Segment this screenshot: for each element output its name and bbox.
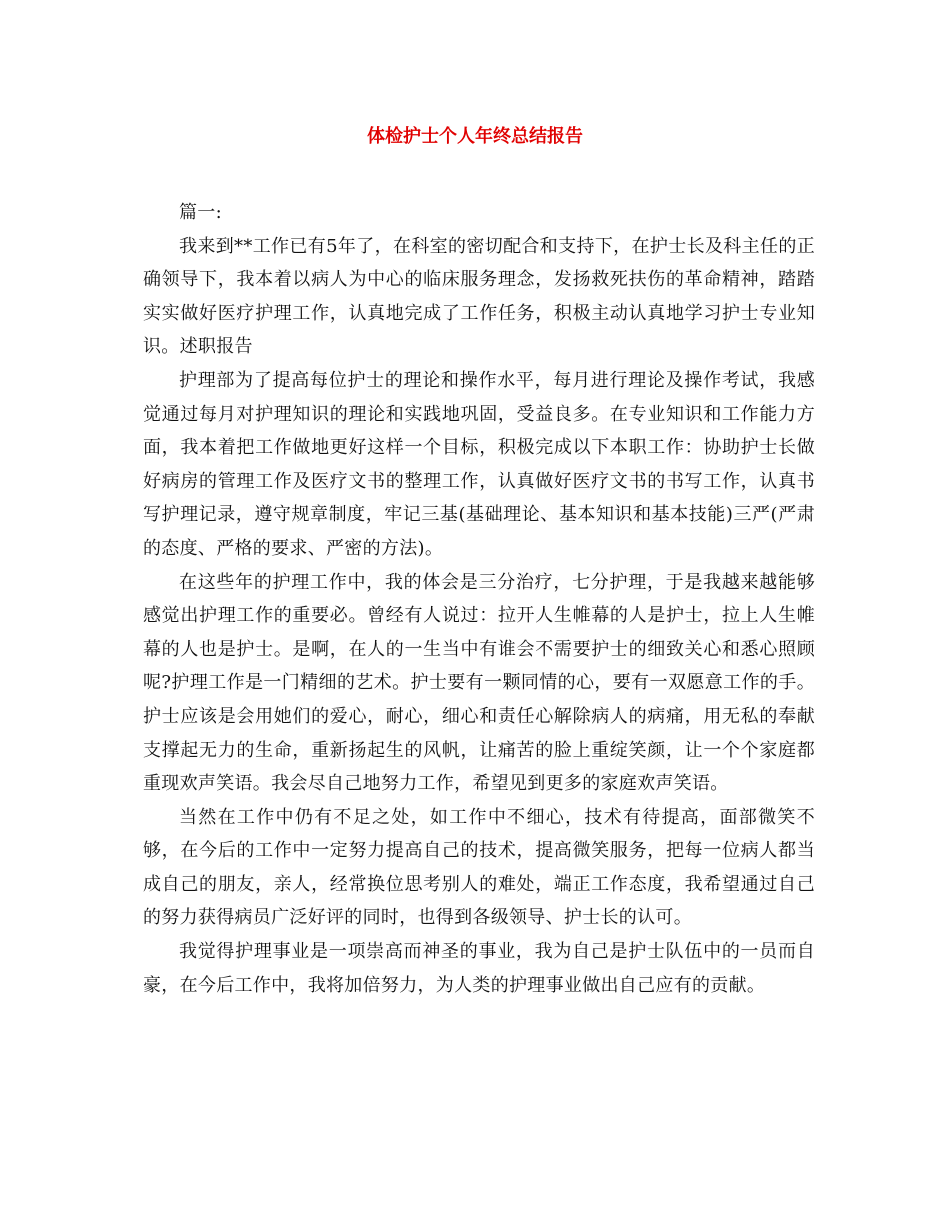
paragraph: 我觉得护理事业是一项崇高而神圣的事业，我为自己是护士队伍中的一员而自豪，在今后工作中，我将加倍努力，为人类的护理事业做出自己应有的贡献。 <box>143 941 815 996</box>
paragraph-section-label: 篇一: <box>179 202 222 223</box>
paragraph: 当然在工作中仍有不足之处，如工作中不细心，技术有待提高，面部微笑不够，在今后的工作中一定努力提高自己的技术，提高微笑服务，把每一位病人都当成自己的朋友，亲人，经常换位思考别人的难处，端正工作态度，我希望通过自己的努力获得病员广泛好评的同时，也得到各级领导、护士长的认可。 <box>143 806 815 929</box>
paragraph: 我来到**工作已有5年了，在科室的密切配合和支持下，在护士长及科主任的正确领导下，我本着以病人为中心的临床服务理念，发扬救死扶伤的革命精神，踏踏实实做好医疗护理工作，认真地完成了工作任务，积极主动认真地学习护士专业知识。述职报告 <box>143 235 815 358</box>
document-body <box>143 196 815 1002</box>
document-title: 体检护士个人年终总结报告 <box>367 126 583 147</box>
paragraph: 在这些年的护理工作中，我的体会是三分治疗，七分护理，于是我越来越能够感觉出护理工作的重要必。曾经有人说过：拉开人生帷幕的人是护士，拉上人生帷幕的人也是护士。是啊，在人的一生当中有谁会不需要护士的细致关心和悉心照顾呢?护理工作是一门精细的艺术。护士要有一颗同情的心，要有一双愿意工作的手。护士应该是会用她们的爱心，耐心，细心和责任心解除病人的病痛，用无私的奉献支撑起无力的生命，重新扬起生的风帆，让痛苦的脸上重绽笑颜，让一个个家庭都重现欢声笑语。我会尽自己地努力工作，希望见到更多的家庭欢声笑语。 <box>143 571 815 795</box>
paragraph: 护理部为了提高每位护士的理论和操作水平，每月进行理论及操作考试，我感觉通过每月对护理知识的理论和实践地巩固，受益良多。在专业知识和工作能力方面，我本着把工作做地更好这样一个目标，积极完成以下本职工作：协助护士长做好病房的管理工作及医疗文书的整理工作，认真做好医疗文书的书写工作，认真书写护理记录，遵守规章制度，牢记三基(基础理论、基本知识和基本技能)三严(严肃的态度、严格的要求、严密的方法)。 <box>143 369 815 559</box>
